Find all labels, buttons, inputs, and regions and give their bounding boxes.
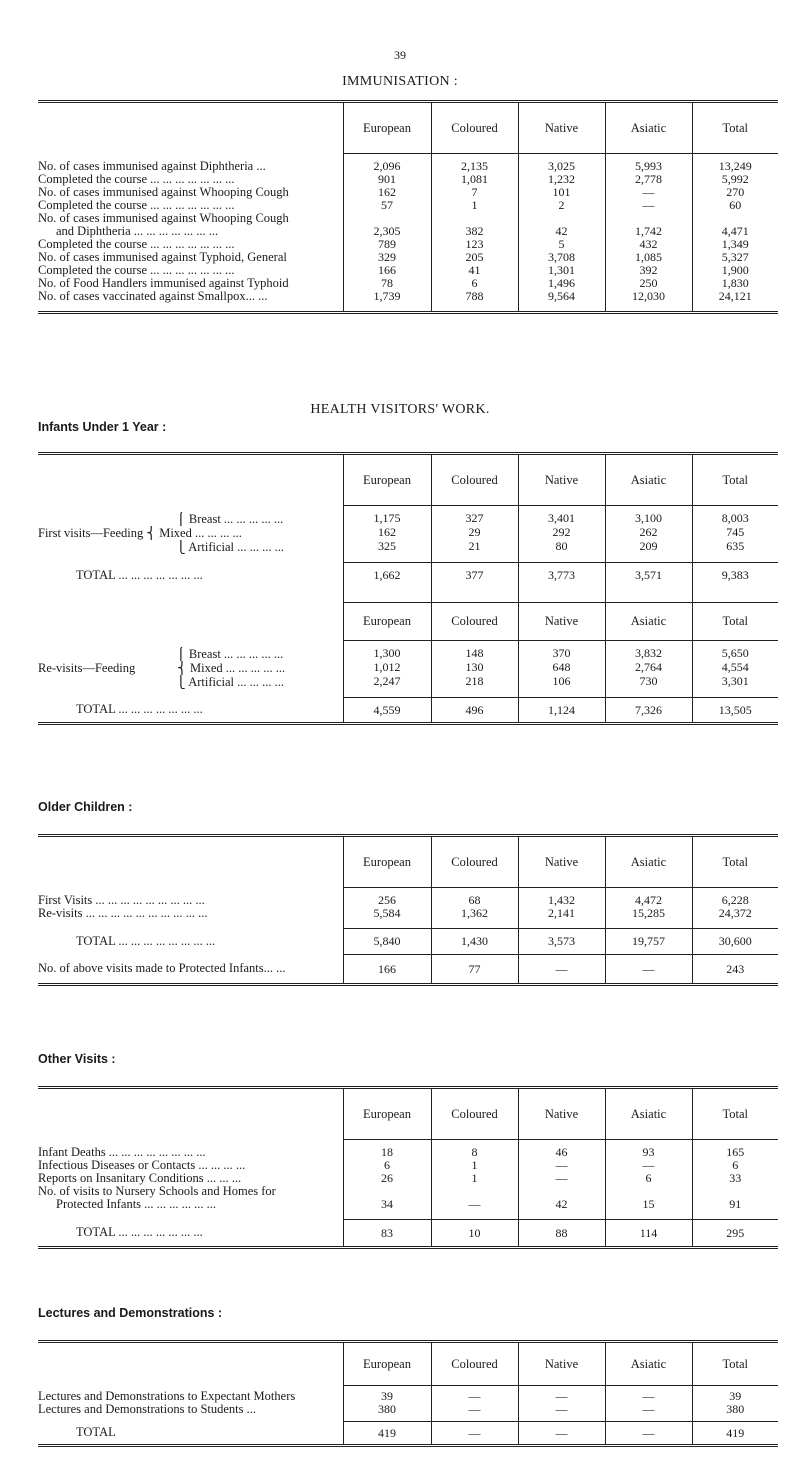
immunisation-title: IMMUNISATION :: [342, 74, 458, 89]
older-children-table: European Coloured Native Asiatic Total First Visits ... ... ... ... ... ... ... ... ... 256 68 1,432 4,472 6,228 Re-visits ... ... ... ... ... ... ... ... ... ... 5,584 1,362 2,141 15,285 24,372 TOTAL ... ... ... ... ... ... ... ... 5,840 1,430 3,573 19,757 30,600 No. of above visits made to Protected Infants... ... 166 77 — — 243: [38, 834, 778, 986]
table-row: Lectures and Demonstrations to Students ... 380 — — — 380: [38, 1403, 778, 1416]
re-visits-group-label: Re-visits—Feeding: [38, 660, 136, 675]
col-european: European: [343, 102, 431, 154]
first-visits-group-label: First visits—Feeding: [38, 525, 144, 540]
table-row: Completed the course ... ... ... ... ... ... ... 901 1,081 1,232 2,778 5,992: [38, 173, 778, 186]
table-row: Completed the course ... ... ... ... ... ... ... 166 41 1,301 392 1,900: [38, 264, 778, 277]
immunisation-table: [38, 100, 778, 314]
table-row: First Visits ... ... ... ... ... ... ... ... ... 256 68 1,432 4,472 6,228: [38, 894, 778, 907]
lectures-table: European Coloured Native Asiatic Total Lectures and Demonstrations to Expectant Mothers 39 — — — 39 Lectures and Demonstrations to Students ... 380 — — — 380 TOTAL 419 — — — 419: [38, 1340, 778, 1447]
table-row: No. of visits to Nursery Schools and Homes for Protected Infants ... ... ... ... ... ... 34 — 42 15 91: [38, 1185, 778, 1211]
table-row: No. of cases vaccinated against Smallpox... ... 1,739 788 9,564 12,030 24,121: [38, 290, 778, 303]
table-row: No. of cases immunised against Whooping Cough and Diphtheria ... ... ... ... ... ... ... 2,305 382 42 1,742 4,471: [38, 212, 778, 238]
table-row: No. of cases immunised against Whooping Cough 162 7 101 — 270: [38, 186, 778, 199]
col-coloured: Coloured: [431, 102, 518, 154]
col-native: Native: [518, 102, 605, 154]
table-row: Re-visits ... ... ... ... ... ... ... ... ... ... 5,584 1,362 2,141 15,285 24,372: [38, 907, 778, 920]
table-row: No. of above visits made to Protected Infants... ... 166 77 — — 243: [38, 955, 778, 985]
table-row: ⎧ Breast ... ... ... ... ... 1,175 327 3,401 3,100 8,003: [38, 512, 778, 526]
table-row: Reports on Insanitary Conditions ... ... ... 26 1 — 6 33: [38, 1172, 778, 1185]
infants-table: European Coloured Native Asiatic Total ⎧ Breast ... ... ... ... ... 1,175 327 3,401 3,100 8,003 First visits—Feeding ⎨ Mixed ... ... ... ... 162 29 292 262 745 ⎩ Artificial ... ... ... ... 325 21 80 209 635 TOTAL ... ... ... ... ... ... ... 1,662 377 3,773 3,571 9,383 European Coloured Native Asiatic Total ⎧ Breast ... ... ... ... ... 1,300 148 370 3,832 5,650 Re-visits—Feeding ⎨ Mixed ... ... ... ... ... 1,012 130 648 2,764 4,554 ⎩ Artificial ... ... ... ... 2,247 218 106 730 3,301 TOTAL ... ... ... ... ... ... ... 4,559 496 1,124 7,326 13,505: [38, 452, 778, 725]
table-row: No. of Food Handlers immunised against Typhoid 78 6 1,496 250 1,830: [38, 277, 778, 290]
table-row: ⎩ Artificial ... ... ... ... 2,247 218 106 730 3,301: [38, 675, 778, 689]
table-row: No. of cases immunised against Typhoid, General 329 205 3,708 1,085 5,327: [38, 251, 778, 264]
table-row: Infant Deaths ... ... ... ... ... ... ... ... 18 8 46 93 165: [38, 1146, 778, 1159]
table-row: First visits—Feeding ⎨ Mixed ... ... ... ... 162 29 292 262 745: [38, 526, 778, 540]
col-asiatic: Asiatic: [605, 102, 692, 154]
table-row: ⎩ Artificial ... ... ... ... 325 21 80 209 635: [38, 540, 778, 554]
older-children-heading: Older Children :: [38, 800, 133, 814]
table-row: Re-visits—Feeding ⎨ Mixed ... ... ... ... ... 1,012 130 648 2,764 4,554: [38, 661, 778, 675]
health-visitors-title: HEALTH VISITORS' WORK.: [310, 402, 490, 417]
table-row: Completed the course ... ... ... ... ... ... ... 57 1 2 — 60: [38, 199, 778, 212]
table-row: TOTAL ... ... ... ... ... ... ... 4,559 496 1,124 7,326 13,505: [38, 698, 778, 724]
infants-heading: Infants Under 1 Year :: [38, 420, 167, 434]
other-visits-table: European Coloured Native Asiatic Total Infant Deaths ... ... ... ... ... ... ... ... 18 8 46 93 165 Infectious Diseases or Contacts ... ... ... ... 6 1 — — 6 Reports on Insanitary Conditions ... ... ... 26 1 — 6 33 No. of visits to Nursery Schools and Homes for Protected Infants ... ... ... ... ... ... 34 — 42 15 91 TOTAL ... ... ... ... ... ... ... 83 10 88 114 295: [38, 1086, 778, 1249]
table-row: TOTAL ... ... ... ... ... ... ... 1,662 377 3,773 3,571 9,383: [38, 563, 778, 589]
table-row: Infectious Diseases or Contacts ... ... ... ... 6 1 — — 6: [38, 1159, 778, 1172]
table-row: Completed the course ... ... ... ... ... ... ... 789 123 5 432 1,349: [38, 238, 778, 251]
other-visits-heading: Other Visits :: [38, 1052, 116, 1066]
table-row: TOTAL 419 — — — 419: [38, 1422, 778, 1446]
col-total: Total: [692, 102, 778, 154]
lectures-heading: Lectures and Demonstrations :: [38, 1306, 223, 1320]
table-row: TOTAL ... ... ... ... ... ... ... 83 10 88 114 295: [38, 1220, 778, 1248]
table-row: ⎧ Breast ... ... ... ... ... 1,300 148 370 3,832 5,650: [38, 647, 778, 661]
table-row: TOTAL ... ... ... ... ... ... ... ... 5,840 1,430 3,573 19,757 30,600: [38, 929, 778, 955]
table-row: Lectures and Demonstrations to Expectant Mothers 39 — — — 39: [38, 1390, 778, 1403]
table-row: No. of cases immunised against Diphtheria ... 2,096 2,135 3,025 5,993 13,249: [38, 160, 778, 173]
page-number: 39: [394, 48, 406, 62]
